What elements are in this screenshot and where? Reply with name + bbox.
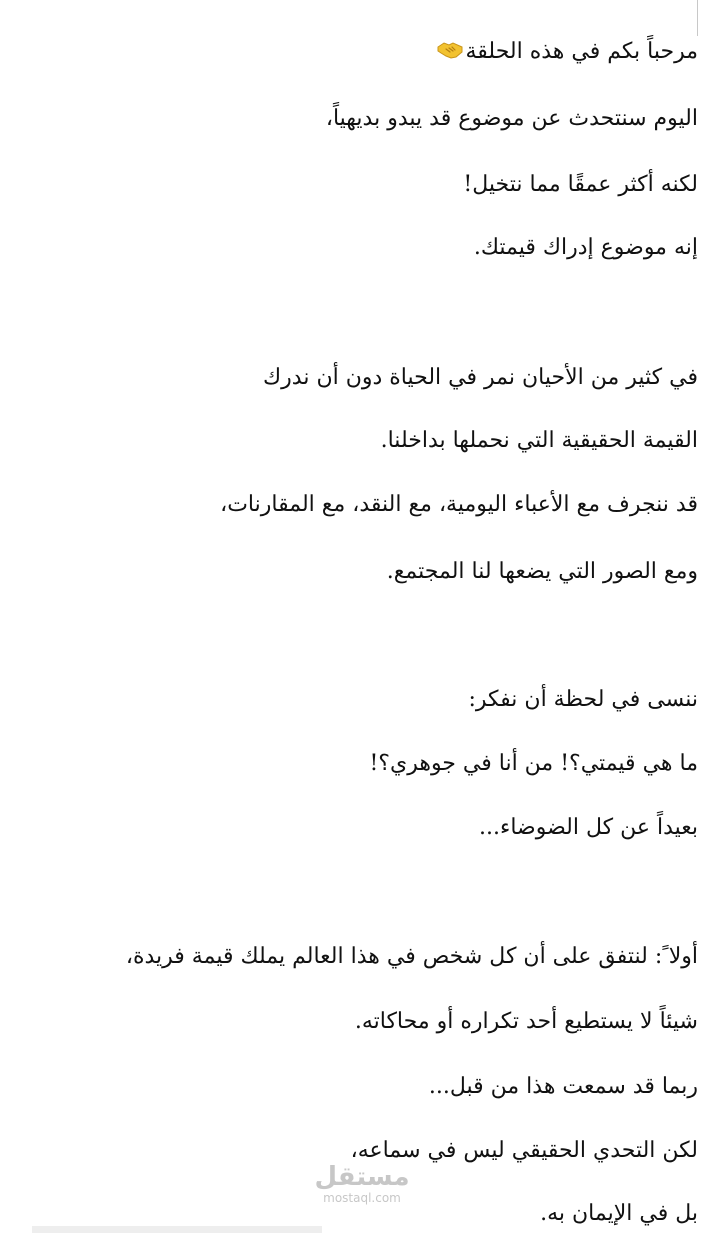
text-line-5: في كثير من الأحيان نمر في الحياة دون أن ندرك <box>263 365 698 390</box>
text-line-10: ما هي قيمتي؟! من أنا في جوهري؟! <box>369 751 698 776</box>
bottom-scroll-strip <box>32 1226 322 1233</box>
text-line-16: بل في الإيمان به. <box>540 1201 698 1226</box>
text-line-2: اليوم سنتحدث عن موضوع قد يبدو بديهياً، <box>325 106 698 131</box>
text-line-14: ربما قد سمعت هذا من قبل... <box>428 1074 698 1099</box>
mostaql-watermark <box>312 1160 412 1210</box>
text-line-9: ننسى في لحظة أن نفكر: <box>468 687 698 712</box>
watermark-domain: mostaql.com <box>323 1191 401 1205</box>
text-line-8: ومع الصور التي يضعها لنا المجتمع. <box>386 559 698 584</box>
text-line-3: لكنه أكثر عمقًا مما نتخيل! <box>463 172 698 197</box>
text-line-7: قد ننجرف مع الأعباء اليومية، مع النقد، مع المقارنات، <box>220 492 698 517</box>
text-line-4: إنه موضوع إدراك قيمتك. <box>473 235 698 260</box>
greeting-text: مرحباً بكم في هذه الحلقة <box>465 39 698 64</box>
text-line-6: القيمة الحقيقية التي نحملها بداخلنا. <box>380 428 698 453</box>
handshake-icon <box>437 39 463 61</box>
watermark-brand: مستقل <box>314 1162 410 1192</box>
page-edge-line <box>697 0 698 36</box>
text-line-12: أولا ً: لنتفق على أن كل شخص في هذا العالم يملك قيمة فريدة، <box>125 944 698 969</box>
text-line-greeting <box>437 37 698 67</box>
text-line-15: لكن التحدي الحقيقي ليس في سماعه، <box>350 1138 698 1163</box>
text-line-13: شيئاً لا يستطيع أحد تكراره أو محاكاته. <box>354 1009 698 1034</box>
text-line-11: بعيداً عن كل الضوضاء... <box>479 815 698 840</box>
